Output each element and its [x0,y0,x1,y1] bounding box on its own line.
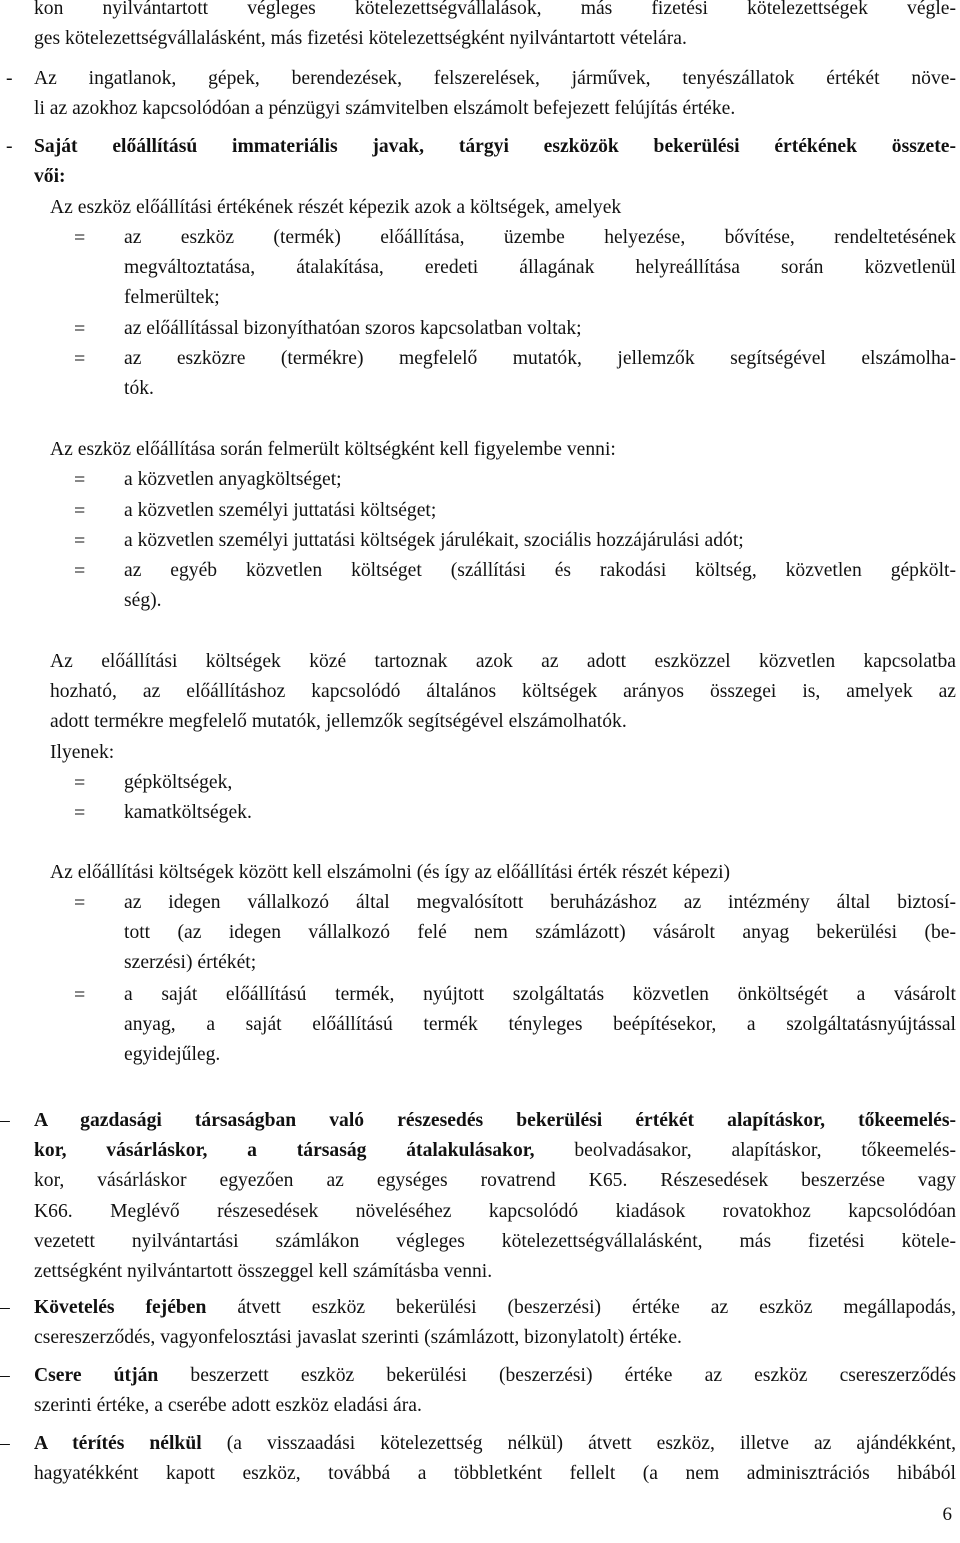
sajat-intro-text: Az eszköz előállítási értékének részét képezik azok a költségek, amelyek [50,197,622,218]
equals-marker: = [74,560,86,582]
ingatlan-line-2: li az azokhoz kapcsolódóan a pénzügyi számvitelben elszámolt befejezett felújítás értéke. [34,98,736,120]
sajat-item-2 [124,314,956,344]
koltseg-item-2-line-1: a közvetlen személyi juttatási költséget; [124,500,437,521]
gazdasagi-line-2-rest: beolvadásakor, alapításkor, tőkeemelés- [534,1140,956,1162]
eloallitasi-item-1-line-1: gépköltségek, [124,772,233,793]
intro-paragraph [34,0,956,54]
koltseg-item-1 [124,465,956,495]
eloallitasi-item-2 [124,798,956,828]
dash-marker: – [0,1433,10,1454]
equals-marker: = [74,318,86,340]
gazdasagi-line-5: vezetett nyilvántartási számlákon végleges kötelezettségvállalásként, más fizetési kötele- [34,1230,956,1252]
koveteles-line-2: csereszerződés, vagyonfelosztási javaslat szerinti (számlázott, bizonylatolt) értéke. [34,1327,682,1349]
sajat-item-1 [124,223,956,314]
equals-marker: = [74,227,86,249]
kozott-item-2-line-3: egyidejűleg. [124,1044,221,1066]
gazdasagi-bold-line-2: kor, vásárláskor, a társaság átalakulásakor, [34,1140,535,1162]
kozott-item-1-line-2: tott (az idegen vállalkozó felé nem számlázott) vásárolt anyag bekerülési (be- [124,922,956,944]
csere-line-1-rest: beszerzett eszköz bekerülési (beszerzési) értéke az eszköz csereszerződés [158,1365,956,1386]
koltseg-item-2 [124,496,956,526]
sajat-item-3 [124,344,956,404]
intro-line-1: kon nyilvántartott végleges kötelezettségvállalások, más fizetési kötelezettségek végle- [34,0,956,19]
koltseg-item-1-line-1: a közvetlen anyagköltséget; [124,469,342,490]
eloallitasi-line-1: Az előállítási költségek közé tartoznak azok az adott eszközzel közvetlen kapcsolatba [50,651,956,672]
equals-marker: = [74,772,86,794]
eloallitasi-item-1 [124,768,956,798]
kozott-intro-text: Az előállítási költségek között kell elszámolni (és így az előállítási érték részét képezi) [50,862,731,883]
gazdasagi-paragraph [34,1106,956,1287]
csere-bold: Csere útján [34,1365,159,1386]
terites-paragraph [34,1429,956,1489]
eloallitasi-line-3: adott termékre megfelelő mutatók, jellemzők segítségével elszámolhatók. [50,711,627,733]
dash-marker: – [0,1365,10,1386]
eloallitasi-paragraph [50,647,956,768]
gazdasagi-line-4: K66. Meglévő részesedések növeléséhez kapcsolódó kiadások rovatokhoz kapcsolódóan [34,1200,956,1222]
sajat-item-3-line-2: tók. [124,378,154,400]
gazdasagi-line-3: kor, vásárláskor egyezően az egységes rovatrend K65. Részesedések beszerzése vagy [34,1170,956,1192]
sajat-heading [34,132,956,192]
ingatlan-line-1: Az ingatlanok, gépek, berendezések, felszerelések, járművek, tenyészállatok értékét növe- [34,68,956,89]
sajat-item-1-line-2: megváltoztatása, átalakítása, eredeti állagának helyreállítása során közvetlenül [124,257,956,279]
equals-marker: = [74,500,86,522]
gazdasagi-line-6: zettségként nyilvántartott összeggel kell számításba venni. [34,1261,493,1283]
ilyenek-label: Ilyenek: [50,741,115,763]
koltseg-item-4-line-2: ség). [124,590,162,612]
kozott-intro [50,858,956,888]
csere-paragraph [34,1361,956,1421]
dash-marker: – [0,1297,10,1318]
sajat-intro [50,193,956,223]
koveteles-paragraph [34,1293,956,1353]
equals-marker: = [74,469,86,491]
dash-marker: - [6,136,13,157]
koltseg-item-3 [124,526,956,556]
ingatlan-paragraph [34,64,956,124]
koveteles-bold: Követelés fejében [34,1297,207,1318]
koltseg-intro [50,435,956,465]
kozott-item-2-line-2: anyag, a saját előállítású termék tényleges beépítésekor, a szolgáltatásnyújtással [124,1014,956,1036]
sajat-item-2-line-1: az előállítással bizonyíthatóan szoros kapcsolatban voltak; [124,318,582,339]
sajat-heading-line-1: Saját előállítású immateriális javak, tárgyi eszközök bekerülési értékének összete- [34,136,956,157]
kozott-item-2-line-1: a saját előállítású termék, nyújtott szolgáltatás közvetlen önköltségét a vásárolt [124,984,956,1005]
dash-marker: – [0,1110,10,1131]
gazdasagi-bold-line-1: A gazdasági társaságban való részesedés bekerülési értékét alapításkor, tőkeemelés- [34,1110,956,1131]
page-number: 6 [942,1504,952,1525]
sajat-heading-line-2: vői: [34,166,66,188]
koveteles-line-1-rest: átvett eszköz bekerülési (beszerzési) értéke az eszköz megállapodás, [206,1297,956,1318]
sajat-item-1-line-1: az eszköz (termék) előállítása, üzembe helyezése, bővítése, rendeltetésének [124,227,956,248]
terites-line-1-rest: (a visszaadási kötelezettség nélkül) átvett eszköz, illetve az ajándékként, [201,1433,956,1454]
equals-marker: = [74,984,86,1006]
csere-line-2: szerinti értéke, a cserébe adott eszköz eladási ára. [34,1395,422,1417]
dash-marker: - [6,68,13,89]
eloallitasi-line-2: hozható, az előállításhoz kapcsolódó általános költségek arányos összegei is, amelyek az [50,681,956,703]
equals-marker: = [74,892,86,914]
equals-marker: = [74,802,86,824]
equals-marker: = [74,348,86,370]
equals-marker: = [74,530,86,552]
kozott-item-2 [124,980,956,1071]
terites-line-2: hagyatékként kapott eszköz, továbbá a többletként fellelt (a nem adminisztrációs hibából [34,1463,956,1485]
koltseg-item-3-line-1: a közvetlen személyi juttatási költségek járulékait, szociális hozzájárulási adót; [124,530,744,551]
koltseg-item-4 [124,556,956,616]
eloallitasi-item-2-line-1: kamatköltségek. [124,802,252,823]
sajat-item-3-line-1: az eszközre (termékre) megfelelő mutatók, jellemzők segítségével elszámolha- [124,348,956,369]
intro-line-2: ges kötelezettségvállalásként, más fizetési kötelezettségként nyilvántartott vételára. [34,28,687,50]
koltseg-intro-text: Az eszköz előállítása során felmerült költségként kell figyelembe venni: [50,439,616,460]
kozott-item-1-line-3: szerzési) értékét; [124,952,257,974]
kozott-item-1 [124,888,956,979]
koltseg-item-4-line-1: az egyéb közvetlen költséget (szállítási és rakodási költség, közvetlen gépkölt- [124,560,956,581]
terites-bold: A térítés nélkül [34,1433,202,1454]
kozott-item-1-line-1: az idegen vállalkozó által megvalósított beruházáshoz az intézmény által biztosí- [124,892,956,913]
sajat-item-1-line-3: felmerültek; [124,287,220,309]
